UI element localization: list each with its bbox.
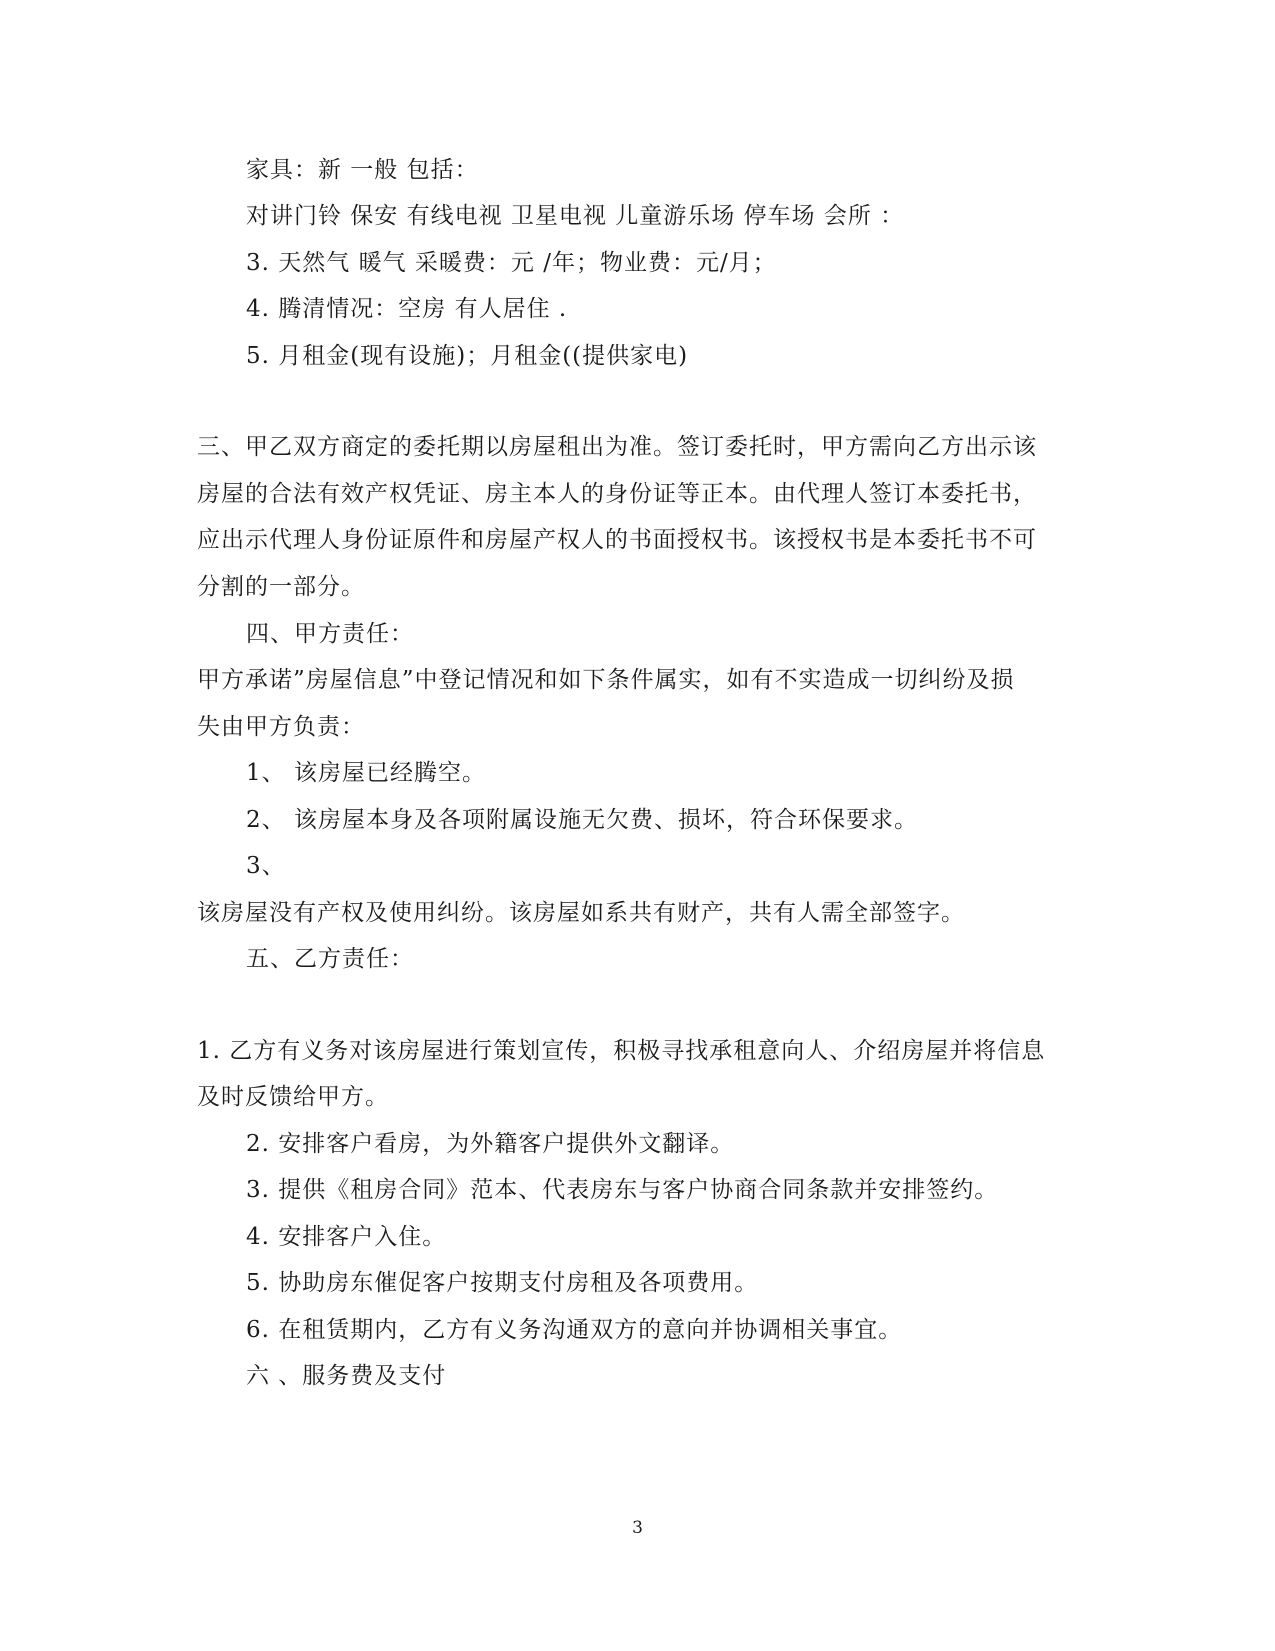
section-5-item-1-line-1: 1. 乙方有义务对该房屋进行策划宣传，积极寻找承租意向人、介绍房屋并将信息 xyxy=(197,1038,1046,1064)
section-6-heading: 六 、服务费及支付 xyxy=(246,1363,447,1389)
monthly-rent-line: 5. 月租金(现有设施)；月租金((提供家电) xyxy=(246,343,689,369)
section-3-line-2: 房屋的合法有效产权凭证、房主本人的身份证等正本。由代理人签订本委托书， xyxy=(197,481,1037,507)
section-4-item-3-number: 3、 xyxy=(246,853,286,879)
section-5-item-6: 6. 在租赁期内，乙方有义务沟通双方的意向并协调相关事宜。 xyxy=(246,1317,903,1343)
page-number: 3 xyxy=(632,1518,643,1538)
section-4-intro-1: 甲方承诺”房屋信息”中登记情况和如下条件属实，如有不实造成一切纠纷及损 xyxy=(197,667,1015,693)
section-3-line-3: 应出示代理人身份证原件和房屋产权人的书面授权书。该授权书是本委托书不可 xyxy=(197,527,1037,553)
section-3-line-1: 三、甲乙双方商定的委托期以房屋租出为准。签订委托时，甲方需向乙方出示该 xyxy=(197,434,1037,460)
vacancy-line: 4. 腾清情况：空房 有人居住 . xyxy=(246,296,568,322)
section-4-item-2: 2、 该房屋本身及各项附属设施无欠费、损坏，符合环保要求。 xyxy=(246,807,918,833)
section-5-item-2: 2. 安排客户看房，为外籍客户提供外文翻译。 xyxy=(246,1131,735,1157)
section-5-item-5: 5. 协助房东催促客户按期支付房租及各项费用。 xyxy=(246,1270,759,1296)
furniture-line: 家具：新 一般 包括： xyxy=(246,157,479,183)
section-4-item-1: 1、 该房屋已经腾空。 xyxy=(246,760,486,786)
section-5-item-3: 3. 提供《租房合同》范本、代表房东与客户协商合同条款并安排签约。 xyxy=(246,1177,999,1203)
section-5-heading: 五、乙方责任： xyxy=(246,946,414,972)
section-4-intro-2: 失由甲方负责： xyxy=(197,714,365,740)
section-4-item-3-text: 该房屋没有产权及使用纠纷。该房屋如系共有财产，共有人需全部签字。 xyxy=(197,900,965,926)
section-5-item-4: 4. 安排客户入住。 xyxy=(246,1224,447,1250)
heating-fee-line: 3. 天然气 暖气 采暖费：元 /年；物业费：元/月； xyxy=(246,250,777,276)
section-5-item-1-line-2: 及时反馈给甲方。 xyxy=(197,1084,389,1110)
section-3-line-4: 分割的一部分。 xyxy=(197,574,365,600)
facilities-line: 对讲门铃 保安 有线电视 卫星电视 儿童游乐场 停车场 会所 ： xyxy=(246,203,905,229)
section-4-heading: 四、甲方责任： xyxy=(246,621,414,647)
